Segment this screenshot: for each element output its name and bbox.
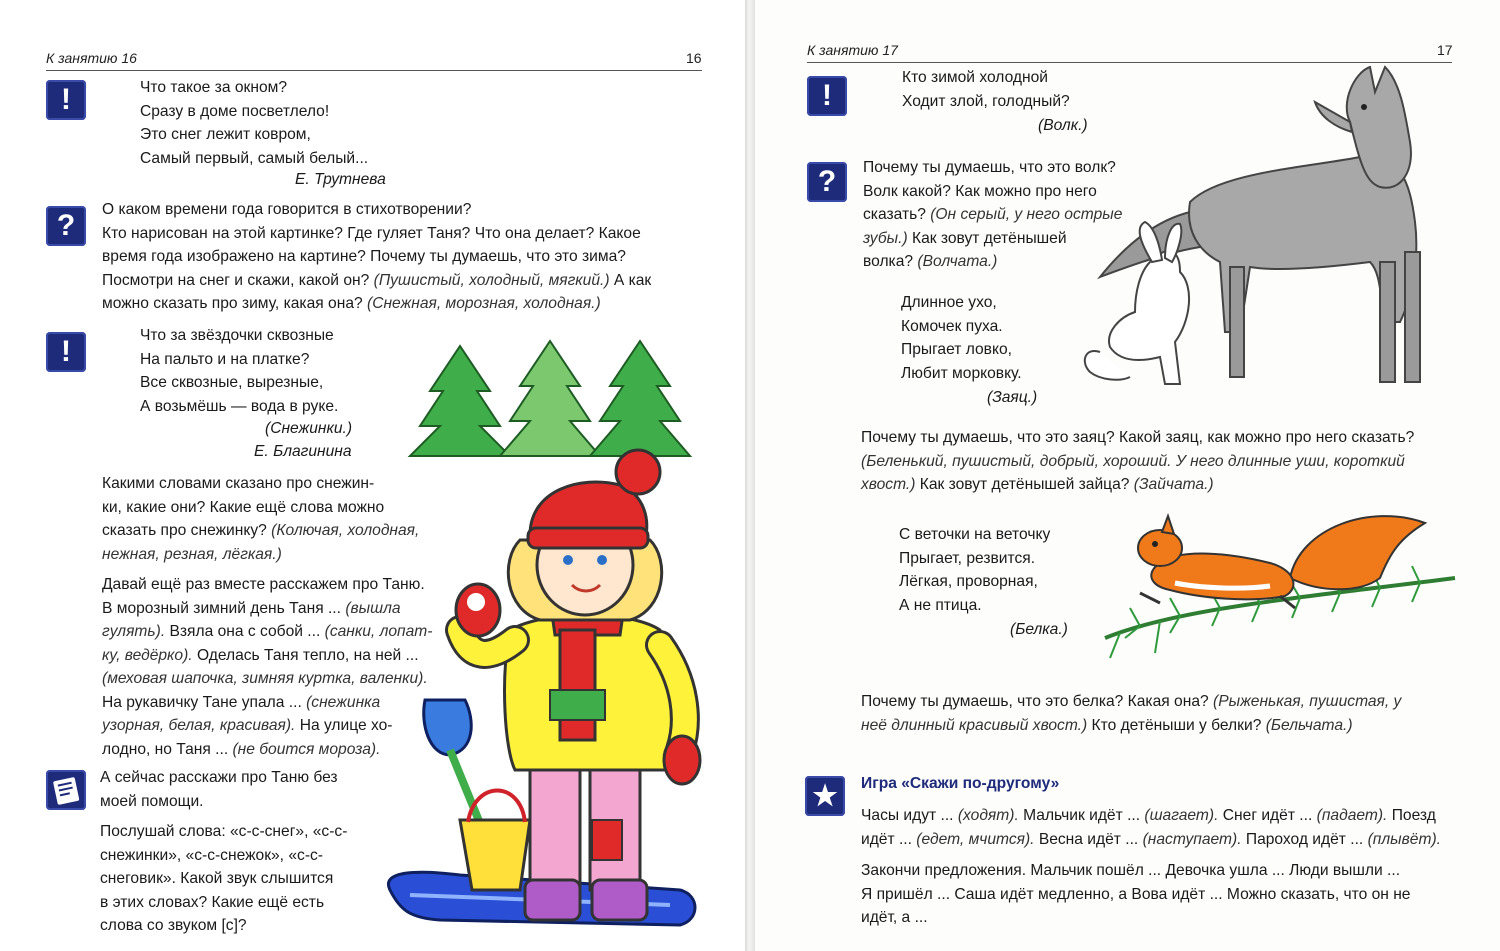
text-line: Я пришёл ... Саша идёт медленно, а Вова идёт ... Можно сказать, что он не [861,885,1411,903]
text-part: На улице хо- [295,717,393,734]
text-line [861,473,1414,497]
eye [563,555,573,565]
riddle-squirrel [899,523,1050,617]
answer-hint: (санки, лопат- [324,623,433,640]
text-part: Весна идёт ... [1034,830,1143,848]
hat-pompom [616,450,660,494]
book-icon [46,770,86,810]
answer-hint: (падает). [1316,807,1388,824]
answer-hint: хвост.) [861,476,916,493]
squirrel-illustration [1100,508,1460,678]
felt-boot [592,880,647,920]
riddle-squirrel-answer: (Белка.) [1010,621,1068,638]
answer-hint: (снежинка [306,693,381,711]
poem-2-author: Е. Благинина [254,443,352,460]
star-icon: ★ [805,776,845,816]
exclamation-icon: ! [46,332,86,372]
poem-line: Любит морковку. [901,364,1022,382]
squirrel-eye [1152,541,1158,547]
poem-line: Прыгает ловко, [901,341,1012,358]
text-line: Почему ты думаешь, что это волк? [863,159,1116,176]
answer-hint: (Зайчата.) [1133,476,1214,493]
text-line: А сейчас расскажи про Таню без [100,769,338,786]
text-part: Оделась Таня тепло, на ней ... [192,646,419,664]
right-page [755,0,1500,951]
wolf-leg [1380,262,1395,382]
poem-line: Кто зимой холодной [902,69,1049,86]
riddle-hare [901,291,1022,385]
page-header: К занятию 17 [807,42,898,58]
text-part: Как зовут детёнышей [907,229,1067,247]
poem-line: Это снег лежит ковром, [140,126,311,143]
poem-line: Комочек пуха. [901,317,1003,335]
wolf-leg [1230,267,1244,377]
shovel-blade [424,700,472,755]
paragraph-snowflakes [102,472,419,566]
text-line [102,292,651,316]
text-part: Поезд [1387,807,1436,824]
answer-hint: (Пушистый, холодный, мягкий.) [373,271,610,289]
page-header: К занятию 16 [46,50,137,66]
text-part: Почему ты думаешь, что это белка? Какая она? [861,693,1213,710]
text-part: Кто детёныши у белки? [1087,716,1266,734]
riddle-hare-answer: (Заяц.) [987,389,1038,406]
text-line: слова со звуком [с]? [100,917,247,934]
book-glyph [46,770,86,810]
scarf-end [560,630,595,740]
wolf-leg [1405,252,1420,382]
page-number: 16 [686,50,702,66]
poem-line: А возьмёшь — вода в руке. [140,397,339,415]
poem-2-answer: (Снежинки.) [265,420,353,437]
text-line: О каком времени года говорится в стихотворении? [102,201,472,218]
poem-1 [140,76,368,170]
answer-hint: (плывёт). [1367,830,1441,848]
poem-line: А не птица. [899,596,982,614]
poem-line: Ходит злой, голодный? [902,92,1070,110]
poem-line: Самый первый, самый белый... [140,149,369,167]
text-line [861,804,1441,828]
answer-hint: нежная, резная, лёгкая.) [102,545,282,563]
text-line: Кто нарисован на этой картинке? Где гуляет Таня? Что она делает? Какое [102,224,641,242]
squirrel-ear [1162,516,1174,534]
riddle-wolf-answer: (Волк.) [1038,117,1088,134]
wolf-eye [1361,104,1367,110]
answer-hint: (Колючая, холодная, [271,522,420,539]
eye [597,555,607,565]
answer-hint: гулять). [102,623,166,640]
girl-tanya-illustration [380,450,710,950]
text-line: ки, какие они? Какие ещё слова можно [102,498,385,516]
text-line: снеговик». Какой звук слышится [100,870,334,887]
text-part: можно сказать про зиму, какая она? [102,295,367,312]
answer-hint: (ходят). [957,807,1019,824]
text-line [861,450,1414,474]
answer-hint: (Беленький, пушистый, добрый, хороший. У него длинные уши, короткий [861,452,1405,470]
squirrel-tail [1290,516,1425,589]
text-line: Закончи предложения. Мальчик пошёл ... Девочка ушла ... Люди вышли ... [861,862,1401,879]
exclamation-icon: ! [46,80,86,120]
text-line: моей помощи. [100,792,204,810]
answer-hint: (Он серый, у него острые [930,206,1123,223]
text-line: Послушай слова: «с-с-снег», «с-с- [100,823,348,840]
squirrel-head [1138,530,1182,566]
poem-line: С веточки на веточку [899,526,1051,543]
mitten-right [664,736,700,784]
text-line: в этих словах? Какие ещё есть [100,893,325,911]
answer-hint: (наступает). [1142,830,1242,848]
poem-1-author: Е. Трутнева [295,171,386,188]
fir-tree [590,341,690,456]
book-spine [745,0,755,951]
poem-line: Что такое за окном? [140,79,288,96]
question-icon: ? [807,162,847,202]
question-icon: ? [46,206,86,246]
answer-hint: (не боится мороза). [232,740,381,758]
finish-sentences [861,859,1410,930]
snowflake-on-mitten [466,592,486,612]
text-line [102,519,419,543]
text-line [102,543,419,567]
poem-line: Все сквозные, вырезные, [140,374,324,391]
text-line [861,828,1441,852]
text-part: А как [609,271,652,289]
text-line [861,690,1401,714]
riddle-wolf [902,66,1070,113]
text-part: идёт ... [861,830,917,848]
text-part: сказать про снежинку? [102,522,272,539]
question-squirrel [861,690,1401,737]
game-title: Игра «Скажи по-другому» [861,775,1060,792]
text-line: Какими словами сказано про снежин- [102,475,375,492]
answer-hint: (меховая шапочка, зимняя куртка, валенки). [102,670,428,687]
text-part: Мальчик идёт ... [1018,807,1145,824]
wolf-and-hare-illustration [1080,62,1480,397]
text-part: сказать? [863,206,931,223]
text-part: Пароход идёт ... [1241,830,1368,848]
poem-line: Что за звёздочки сквозные [140,327,334,344]
answer-hint: неё длинный красивый хвост.) [861,716,1088,734]
exclamation-icon: ! [807,76,847,116]
text-part: На рукавичку Тане упала ... [102,693,307,711]
answer-hint: ку, ведёрко). [102,646,193,664]
felt-boot [525,880,580,920]
text-line [861,714,1401,738]
paragraph-retell [100,766,338,813]
fir-tree [500,341,600,456]
paragraph-sound [100,820,347,938]
scarf-fringe [550,690,605,720]
text-part: В морозный зимний день Таня ... [102,599,346,617]
left-page [0,0,745,951]
answer-hint: (едет, мчится). [916,830,1035,848]
text-line: Волк какой? Как можно про него [863,182,1097,200]
answer-hint: (Рыженькая, пушистая, у [1213,693,1402,710]
question-block-1 [102,198,651,316]
hat-band [528,528,648,548]
text-line [102,269,651,293]
text-line: Давай ещё раз вместе расскажем про Таню. [102,576,425,593]
text-line: время года изображено на картине? Почему ты думаешь, что это зима? [102,248,626,265]
trousers-left [530,760,580,890]
answer-hint: (Волчата.) [917,253,998,270]
answer-hint: (вышла [345,599,401,617]
text-line: снежинки», «с-с-снежок», «с-с- [100,846,324,864]
text-part: Посмотри на снег и скажи, какой он? [102,271,374,289]
page-number: 17 [1437,42,1453,58]
poem-2 [140,324,338,418]
poem-line: Прыгает, резвится. [899,549,1036,567]
text-part: Взяла она с собой ... [165,623,325,640]
answer-hint: (Снежная, морозная, холодная.) [367,295,601,312]
hare-body [1109,251,1189,384]
poem-line: Сразу в доме посветлело! [140,102,330,120]
text-part: лодно, но Таня ... [102,740,233,758]
text-part: волка? [863,253,918,270]
text-line: идёт, а ... [861,909,928,926]
text-part: Как зовут детёнышей зайца? [915,476,1134,493]
question-hare [861,426,1414,497]
game-text [861,804,1441,851]
answer-hint: зубы.) [863,229,908,247]
header-rule [46,70,702,71]
poem-line: На пальто и на платке? [140,350,310,368]
knee-patch [592,820,622,860]
fir-trees-illustration [405,336,695,466]
text-part: Снег идёт ... [1218,807,1317,824]
answer-hint: узорная, белая, красивая). [102,717,296,734]
fir-tree [410,346,510,456]
text-part: Часы идут ... [861,807,958,824]
poem-line: Лёгкая, проворная, [899,573,1038,590]
bucket [460,820,530,890]
text-line: Почему ты думаешь, что это заяц? Какой заяц, как можно про него сказать? [861,429,1415,446]
poem-line: Длинное ухо, [901,294,997,311]
answer-hint: (Бельчата.) [1265,716,1353,734]
answer-hint: (шагает). [1144,807,1219,824]
